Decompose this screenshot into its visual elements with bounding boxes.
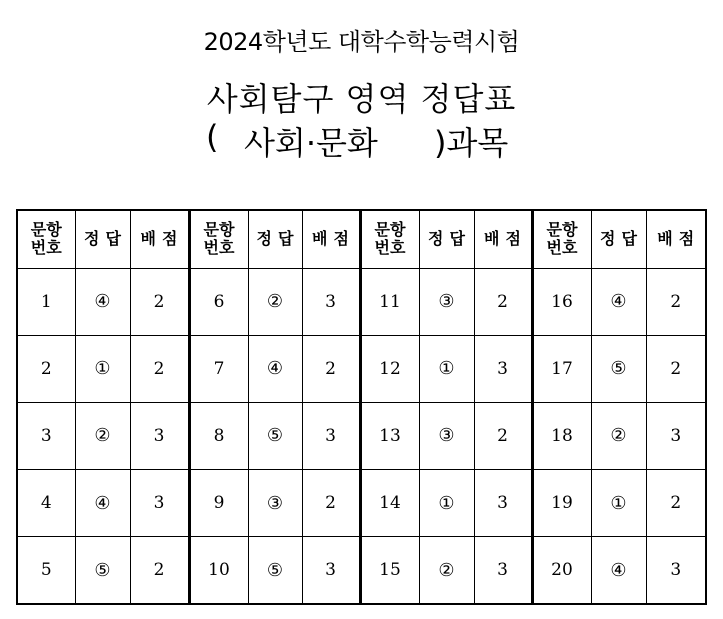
points-cell: 2 bbox=[302, 470, 360, 537]
question-number: 8 bbox=[189, 402, 248, 469]
points-cell: 3 bbox=[130, 402, 189, 469]
question-number: 18 bbox=[532, 402, 591, 469]
answer-cell: ③ bbox=[419, 268, 474, 335]
points-cell: 2 bbox=[474, 268, 532, 335]
answer-cell: ① bbox=[419, 470, 474, 537]
answer-cell: ① bbox=[419, 335, 474, 402]
answer-header: 정답 bbox=[591, 210, 646, 268]
number-header: 문항 번호 bbox=[532, 210, 591, 268]
table-row bbox=[17, 470, 706, 537]
question-number: 7 bbox=[189, 335, 248, 402]
points-cell: 2 bbox=[130, 335, 189, 402]
points-cell: 3 bbox=[646, 537, 706, 604]
points-header: 배점 bbox=[302, 210, 360, 268]
question-number: 14 bbox=[360, 470, 419, 537]
points-cell: 3 bbox=[302, 537, 360, 604]
points-cell: 2 bbox=[474, 402, 532, 469]
answer-header: 정답 bbox=[248, 210, 302, 268]
subject-name: 사회·문화 bbox=[244, 124, 378, 162]
points-cell: 3 bbox=[130, 470, 189, 537]
points-cell: 3 bbox=[474, 470, 532, 537]
question-number: 16 bbox=[532, 268, 591, 335]
header-row bbox=[17, 210, 706, 268]
question-number: 2 bbox=[17, 335, 75, 402]
answer-cell: ④ bbox=[248, 335, 302, 402]
points-cell: 2 bbox=[646, 470, 706, 537]
answer-cell: ② bbox=[75, 402, 130, 469]
answer-header: 정답 bbox=[419, 210, 474, 268]
subject-close-suffix: )과목 bbox=[434, 124, 509, 162]
points-cell: 2 bbox=[646, 335, 706, 402]
question-number: 15 bbox=[360, 537, 419, 604]
question-number: 13 bbox=[360, 402, 419, 469]
answer-cell: ⑤ bbox=[248, 537, 302, 604]
answer-cell: ④ bbox=[591, 537, 646, 604]
points-cell: 3 bbox=[646, 402, 706, 469]
table-row bbox=[17, 335, 706, 402]
number-header: 문항 번호 bbox=[189, 210, 248, 268]
question-number: 6 bbox=[189, 268, 248, 335]
points-cell: 3 bbox=[474, 537, 532, 604]
question-number: 9 bbox=[189, 470, 248, 537]
points-cell: 3 bbox=[302, 268, 360, 335]
number-header: 문항 번호 bbox=[17, 210, 75, 268]
question-number: 19 bbox=[532, 470, 591, 537]
answer-cell: ③ bbox=[419, 402, 474, 469]
answer-cell: ⑤ bbox=[75, 537, 130, 604]
answer-cell: ④ bbox=[591, 268, 646, 335]
question-number: 3 bbox=[17, 402, 75, 469]
points-cell: 2 bbox=[130, 268, 189, 335]
points-cell: 2 bbox=[130, 537, 189, 604]
points-cell: 3 bbox=[474, 335, 532, 402]
points-header: 배점 bbox=[130, 210, 189, 268]
subject-line bbox=[206, 118, 536, 162]
answer-cell: ② bbox=[248, 268, 302, 335]
answer-cell: ① bbox=[591, 470, 646, 537]
question-number: 1 bbox=[17, 268, 75, 335]
table-row bbox=[17, 402, 706, 469]
answer-cell: ② bbox=[591, 402, 646, 469]
question-number: 20 bbox=[532, 537, 591, 604]
points-cell: 2 bbox=[302, 335, 360, 402]
answer-table bbox=[16, 209, 707, 605]
question-number: 11 bbox=[360, 268, 419, 335]
exam-title: 2024학년도 대학수학능력시험 bbox=[203, 28, 520, 56]
points-cell: 2 bbox=[646, 268, 706, 335]
table-row bbox=[17, 268, 706, 335]
points-header: 배점 bbox=[646, 210, 706, 268]
answer-cell: ⑤ bbox=[591, 335, 646, 402]
answer-cell: ① bbox=[75, 335, 130, 402]
answer-cell: ③ bbox=[248, 470, 302, 537]
number-header: 문항 번호 bbox=[360, 210, 419, 268]
question-number: 17 bbox=[532, 335, 591, 402]
points-cell: 3 bbox=[302, 402, 360, 469]
answer-header: 정답 bbox=[75, 210, 130, 268]
question-number: 4 bbox=[17, 470, 75, 537]
question-number: 10 bbox=[189, 537, 248, 604]
answer-key-title: 사회탐구 영역 정답표 bbox=[206, 80, 517, 118]
points-header: 배점 bbox=[474, 210, 532, 268]
subject-open-paren: ( bbox=[206, 118, 219, 156]
answer-cell: ② bbox=[419, 537, 474, 604]
answer-cell: ④ bbox=[75, 470, 130, 537]
question-number: 12 bbox=[360, 335, 419, 402]
table-row bbox=[17, 537, 706, 604]
answer-cell: ⑤ bbox=[248, 402, 302, 469]
question-number: 5 bbox=[17, 537, 75, 604]
answer-cell: ④ bbox=[75, 268, 130, 335]
